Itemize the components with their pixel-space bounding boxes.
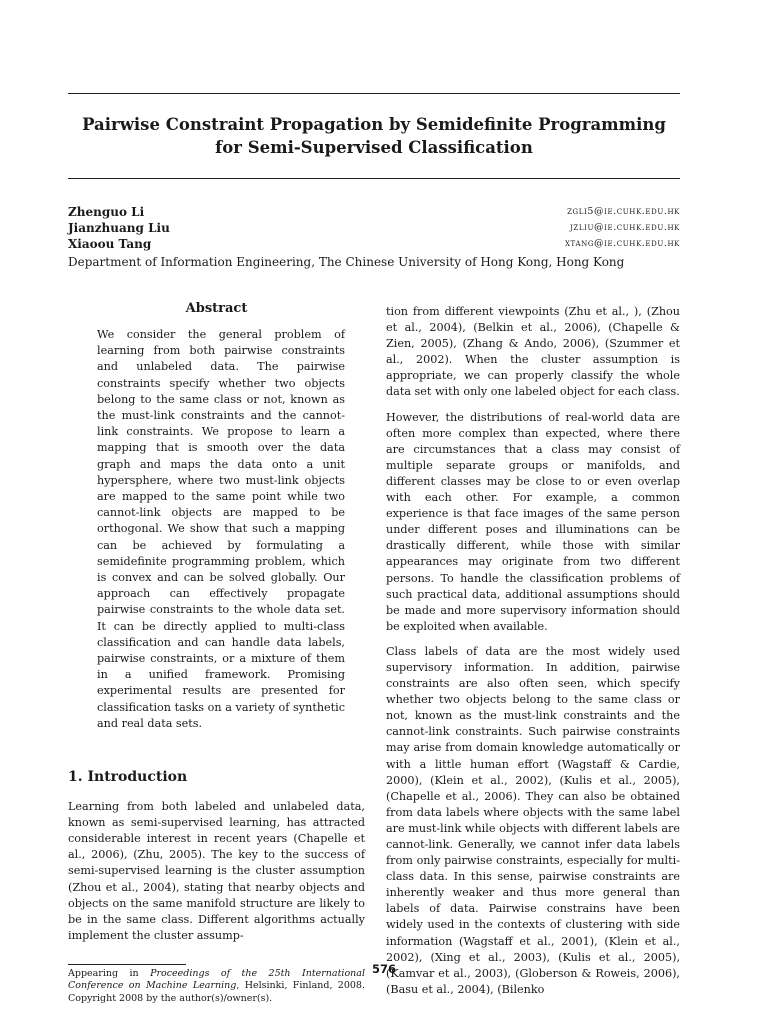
author-name: Jianzhuang Liu — [68, 221, 170, 235]
paper-title — [68, 113, 680, 159]
author-row — [68, 220, 680, 236]
author-name: Xiaoou Tang — [68, 237, 152, 251]
title-rule-top — [68, 93, 680, 94]
title-line-2: for Semi-Supervised Classification — [215, 138, 533, 157]
author-email: zgli5@ie.cuhk.edu.hk — [567, 206, 680, 217]
page-number: 576 — [371, 962, 396, 976]
abstract-text: We consider the general problem of learning from both pairwise constraints and unlabeled data. The pairwise constraints specify whether two objects belong to the same class or not, known as the must-link constraints and the cannot-link constraints. We propose to learn a mapping that is smooth over the data graph and maps the data onto a unit hypersphere, where two must-link objects are mapped to the same point while two cannot-link objects are mapped to be orthogonal. We show that such a mapping can be achieved by formulating a semidefinite programming problem, which is convex and can be solved globally. Our approach can effectively propagate pairwise constraints to the whole data set. It can be directly applied to multi-class classification and can handle data labels, pairwise constraints, or a mixture of them in a unified framework. Promising experimental results are presented for classification tasks on a variety of synthetic and real data sets. — [97, 328, 345, 730]
affiliation: Department of Information Engineering, The Chinese University of Hong Kong, Hong Kong — [68, 255, 625, 269]
section-heading-introduction: 1. Introduction — [68, 769, 188, 786]
title-line-1: Pairwise Constraint Propagation by Semidefinite Programming — [82, 115, 666, 134]
right-column — [386, 304, 680, 1007]
author-row — [68, 204, 680, 220]
author-row — [68, 236, 680, 252]
title-rule-bottom — [68, 178, 680, 179]
author-name: Zhenguo Li — [68, 205, 145, 219]
footnote-suffix: , Helsinki, Finland, 2008. Copyright 2008 by the author(s)/owner(s). — [68, 980, 365, 1004]
abstract-heading: Abstract — [185, 301, 248, 316]
author-email: jzliu@ie.cuhk.edu.hk — [570, 222, 680, 233]
intro-paragraph: Learning from both labeled and unlabeled data, known as semi-supervised learning, has attracted considerable interest in recent years (Chapelle et al., 2006), (Zhu, 2005). The key to the success of semi-supervised learning is the cluster assumption (Zhou et al., 2004), stating that nearby objects and objects on the same manifold structure are likely to be in the same class. Different algorithms actually implement the cluster assump- — [68, 800, 365, 942]
paragraph: tion from different viewpoints (Zhu et al., ), (Zhou et al., 2004), (Belkin et al., 2006), (Chapelle & Zien, 2005), (Zhang & Ando, 2006), (Szummer et al., 2002). When the cluster assumption is appropriate, we can properly classify the whole data set with only one labeled object for each class. — [386, 305, 680, 399]
author-email: xtang@ie.cuhk.edu.hk — [564, 238, 680, 249]
author-block — [68, 204, 680, 271]
left-column — [68, 300, 365, 1005]
footnote-prefix: Appearing in — [68, 967, 151, 979]
paragraph: However, the distributions of real-world data are often more complex than expected, where there are circumstances that a class may consist of multiple separate groups or manifolds, and different classes may be close to or even overlap with each other. For example, a common experience is that face images of the same person under different poses and illuminations can be drastically different, while those with similar appearances may originate from two different persons. To handle the classification problems of such practical data, additional assumptions should be made and more supervisory information should be exploited when available. — [386, 410, 680, 633]
footnote-venue: Proceedings of the 25th International Conference on Machine Learning — [68, 967, 365, 992]
paragraph: Class labels of data are the most widely used supervisory information. In addition, pairwise constraints are also often seen, which specify whether two objects belong to the same class or not, known as the must-link constraints and the cannot-link constraints. Such pairwise constraints may arise from domain knowledge automatically or with a little human effort (Wagstaff & Cardie, 2000), (Klein et al., 2002), (Kulis et al., 2005), (Chapelle et al., 2006). They can also be obtained from data labels where objects with the same label are must-link while objects with different labels are cannot-link. Generally, we cannot infer data labels from only pairwise constraints, especially for multi-class data. In this sense, pairwise constraints are inherently weaker and thus more general than labels of data. Pairwise constrains have been widely used in the contexts of clustering with side information (Wagstaff et al., 2001), (Klein et al., 2002), (Xing et al., 2003), (Kulis et al., 2005), (Kamvar et al., 2003), (Globerson & Roweis, 2006), (Basu et al., 2004), (Bilenko — [386, 644, 680, 996]
